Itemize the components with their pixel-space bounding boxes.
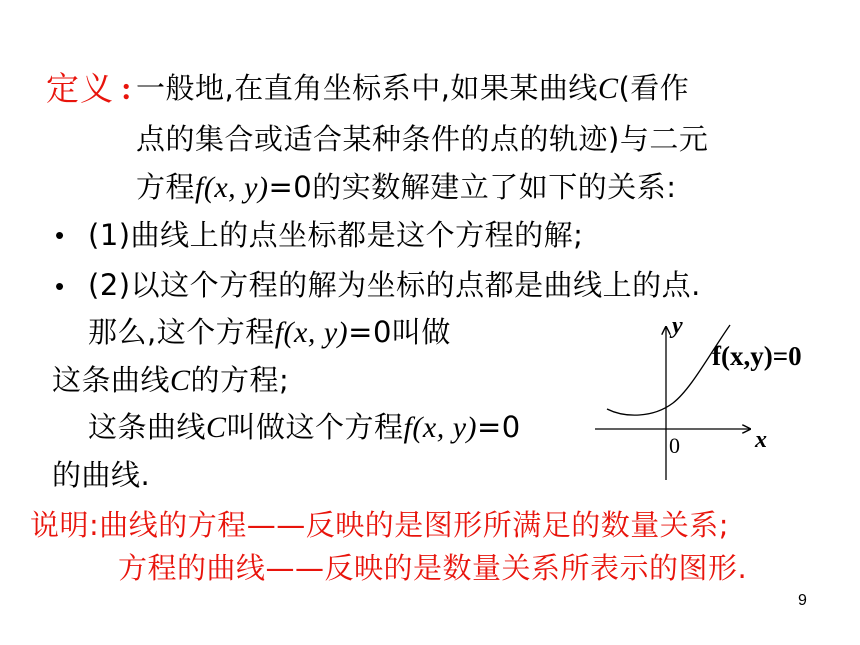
definition-line-1-start: 一般地,在直角坐标系中,如果某曲线 [136, 71, 598, 105]
condition-1: (1)曲线上的点坐标都是这个方程的解; [88, 218, 584, 252]
note-line-2: 方程的曲线——反映的是数量关系所表示的图形. [118, 551, 748, 585]
conclusion-line-1 [88, 314, 451, 351]
conclusion-line-3-mid: 叫做这个方程 [226, 410, 404, 444]
function-expression: f(x, y) [403, 411, 477, 444]
bullet-icon: • [55, 271, 65, 301]
note-line-1: 说明:曲线的方程——反映的是图形所满足的数量关系; [30, 508, 730, 542]
origin-label: 0 [669, 433, 680, 458]
definition-colon: : [121, 70, 132, 106]
curve-variable: C [597, 72, 619, 105]
function-expression: f(x, y) [274, 316, 349, 349]
conclusion-line-2-end: 的方程; [190, 363, 290, 397]
conclusion-line-3-start: 这条曲线 [88, 410, 207, 444]
condition-2: (2)以这个方程的解为坐标的点都是曲线上的点. [88, 268, 701, 302]
curve-graph [585, 305, 845, 490]
definition-line-1 [136, 70, 689, 107]
definition-line-3-start: 方程 [136, 170, 196, 204]
conclusion-line-1-end: =0叫做 [348, 315, 451, 349]
conclusion-line-3 [88, 409, 521, 446]
conclusion-line-1-start: 那么,这个方程 [88, 315, 275, 349]
definition-line-3-end: =0的实数解建立了如下的关系: [268, 170, 677, 204]
definition-label: 定义 [46, 69, 114, 108]
definition-line-1-end: (看作 [618, 71, 690, 105]
definition-line-3 [136, 169, 677, 206]
page-number: 9 [798, 592, 807, 609]
function-expression: f(x, y) [195, 171, 269, 204]
definition-line-2: 点的集合或适合某种条件的点的轨迹)与二元 [136, 122, 709, 156]
curve-variable: C [170, 364, 191, 397]
x-axis-label: x [755, 427, 767, 453]
y-axis-label: y [672, 313, 683, 339]
equation-label: f(x,y)=0 [712, 341, 802, 371]
bullet-icon: • [55, 220, 65, 250]
conclusion-line-3-end: =0 [477, 410, 521, 444]
conclusion-line-4: 的曲线. [52, 458, 151, 492]
curve-variable: C [206, 411, 227, 444]
conclusion-line-2 [52, 362, 289, 399]
conclusion-line-2-start: 这条曲线 [52, 363, 171, 397]
